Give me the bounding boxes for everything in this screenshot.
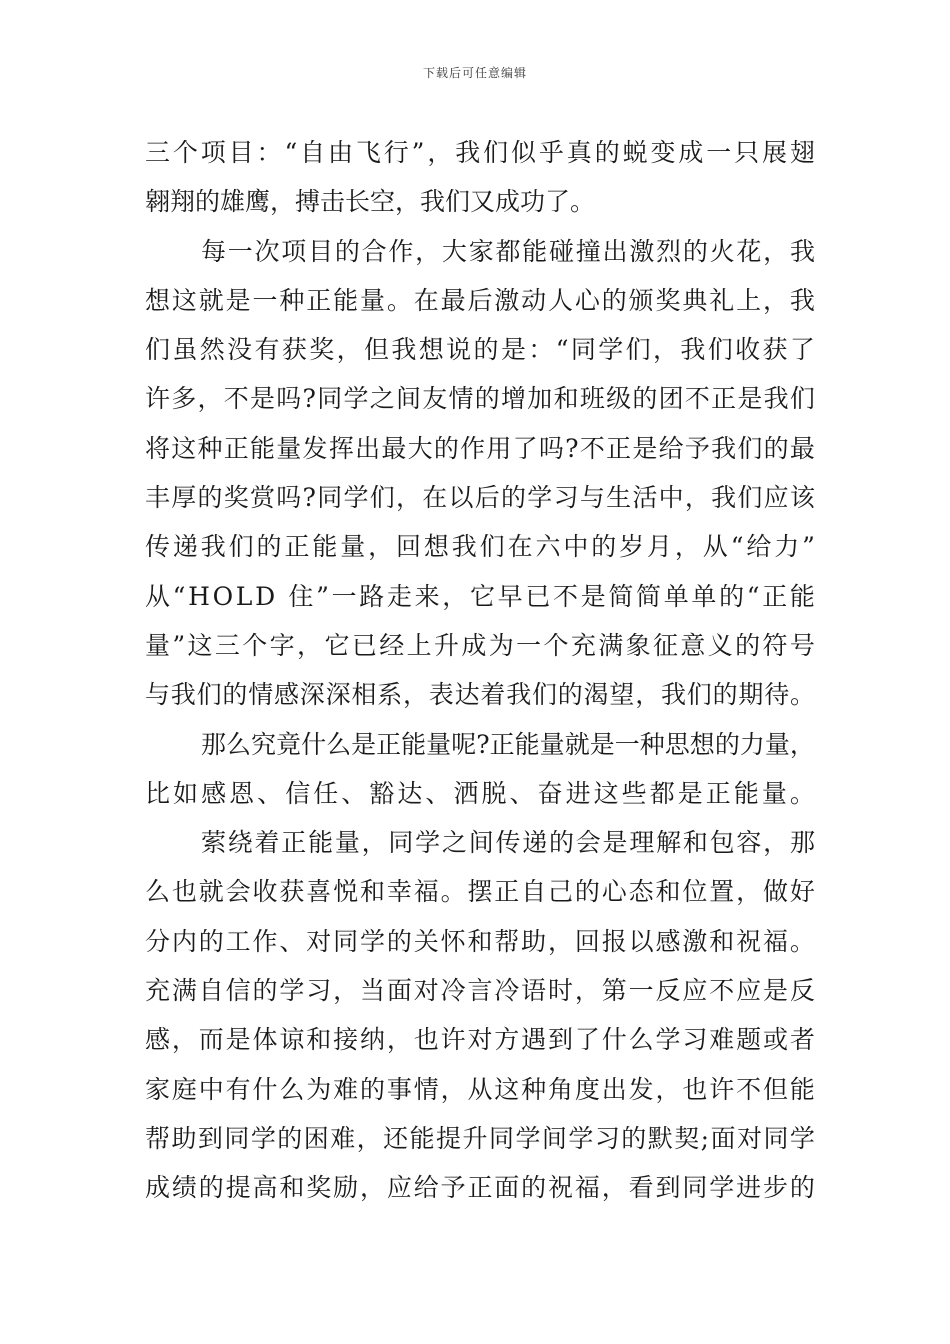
text-line: 每一次项目的合作，大家都能碰撞出激烈的火花，我 [201,236,817,266]
text-line: 传递我们的正能量，回想我们在六中的岁月，从“给力” [145,532,818,562]
text-line: 家庭中有什么为难的事情，从这种角度出发，也许不但能 [145,1074,817,1104]
text-line: 丰厚的奖赏吗?同学们，在以后的学习与生活中，我们应该 [145,483,817,513]
text-line: 想这就是一种正能量。在最后激动人心的颁奖典礼上，我 [145,285,817,315]
text-line: 充满自信的学习，当面对冷言冷语时，第一反应不应是反 [145,976,817,1006]
text-line: 成绩的提高和奖励，应给予正面的祝福，看到同学进步的 [145,1173,817,1203]
text-line: 将这种正能量发挥出最大的作用了吗?不正是给予我们的最 [145,433,817,463]
body-text [145,128,818,1213]
text-line: 许多，不是吗?同学之间友情的增加和班级的团不正是我们 [145,384,817,414]
text-line: 那么究竟什么是正能量呢?正能量就是一种思想的力量， [201,729,815,759]
text-line: 感，而是体谅和接纳，也许对方遇到了什么学习难题或者 [145,1025,817,1055]
text-line: 量”这三个字，它已经上升成为一个充满象征意义的符号 [145,630,818,660]
text-line: 与我们的情感深深相系，表达着我们的渴望，我们的期待。 [145,680,816,710]
text-line: 三个项目：“自由飞行”，我们似乎真的蜕变成一只展翅 [145,138,818,167]
text-line: 比如感恩、信任、豁达、洒脱、奋进这些都是正能量。 [145,778,818,808]
text-line: 翱翔的雄鹰，搏击长空，我们又成功了。 [145,187,596,217]
text-line: 分内的工作、对同学的关怀和帮助，回报以感激和祝福。 [145,926,817,956]
text-line: 从“HOLD 住”一路走来，它早已不是简简单单的“正能 [145,581,818,611]
text-line: 萦绕着正能量，同学之间传递的会是理解和包容，那 [201,828,817,858]
page-header: 下载后可任意编辑 [422,66,527,80]
text-line: 么也就会收获喜悦和幸福。摆正自己的心态和位置，做好 [145,877,817,907]
text-line: 帮助到同学的困难，还能提升同学间学习的默契;面对同学 [145,1123,817,1153]
text-line: 们虽然没有获奖，但我想说的是：“同学们，我们收获了 [145,335,818,365]
